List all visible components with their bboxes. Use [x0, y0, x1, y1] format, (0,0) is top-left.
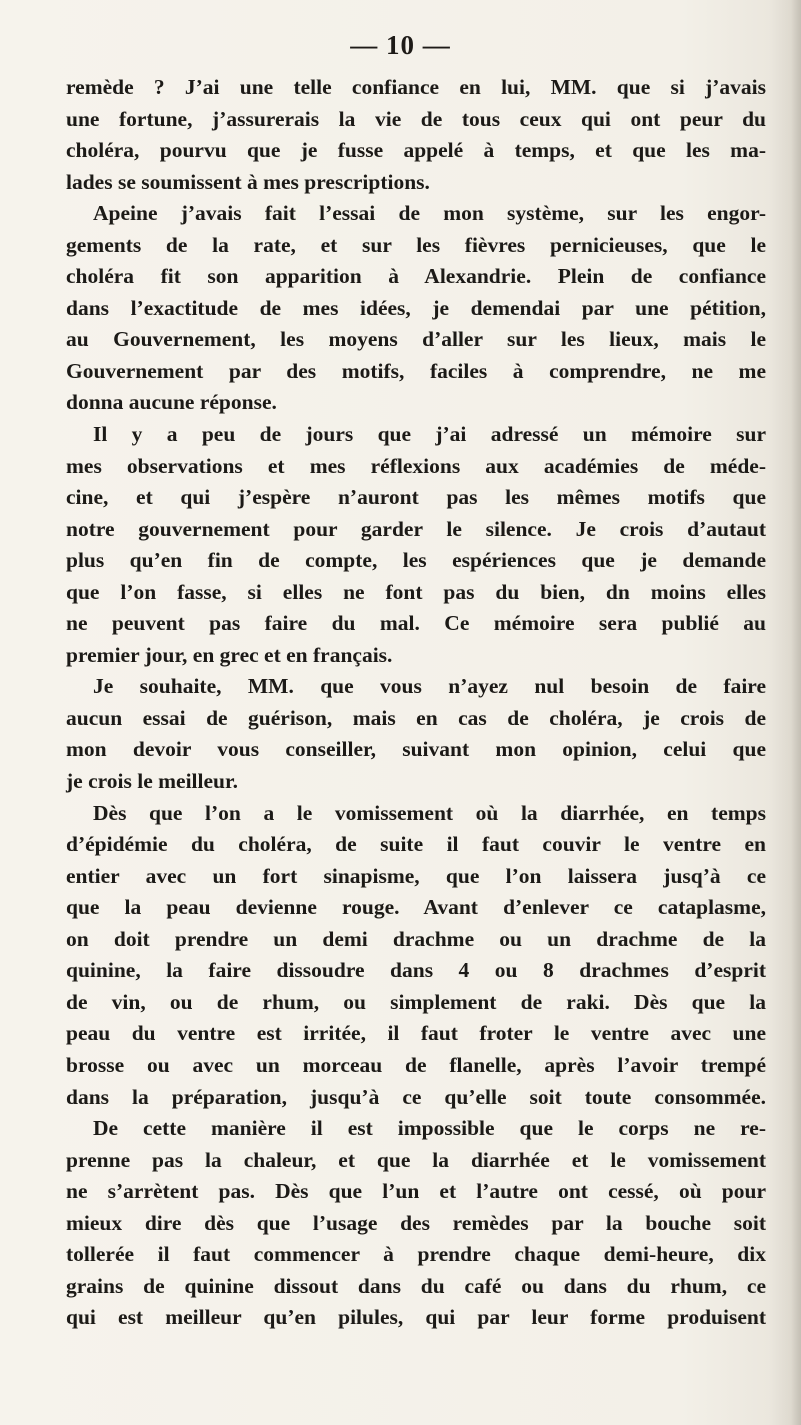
text-line: qui est meilleur qu’en pilules, qui par leur forme produisent — [66, 1305, 766, 1330]
text-line: plus qu’en fin de compte, les espériences que je demande — [66, 548, 766, 573]
text-line: mes observations et mes réflexions aux académies de méde- — [66, 453, 766, 478]
body-text — [66, 72, 766, 1334]
text-line: quinine, la faire dissoudre dans 4 ou 8 drachmes d’esprit — [66, 958, 766, 983]
text-line: Gouvernement par des motifs, faciles à comprendre, ne me — [66, 358, 766, 383]
page-number: — 10 — — [350, 30, 451, 60]
text-line: cine, et qui j’espère n’auront pas les mêmes motifs que — [66, 485, 766, 510]
text-line: notre gouvernement pour garder le silence. Je crois d’autaut — [66, 516, 766, 541]
text-line: De cette manière il est impossible que le corps ne re- — [93, 1116, 766, 1141]
text-line: mieux dire dès que l’usage des remèdes par la bouche soit — [66, 1210, 766, 1235]
text-line: grains de quinine dissout dans du café ou dans du rhum, ce — [66, 1273, 766, 1298]
text-line: prenne pas la chaleur, et que la diarrhée et le vomissement — [66, 1147, 766, 1172]
text-line: aucun essai de guérison, mais en cas de choléra, je crois de — [66, 705, 766, 730]
page-edge-shadow — [791, 0, 801, 1425]
text-line: que l’on fasse, si elles ne font pas du bien, dn moins elles — [66, 579, 766, 604]
text-line: ne s’arrètent pas. Dès que l’un et l’autre ont cessé, où pour — [66, 1179, 766, 1204]
text-line: lades se soumissent à mes prescriptions. — [66, 169, 430, 194]
text-line: entier avec un fort sinapisme, que l’on laissera jusq’à ce — [66, 863, 766, 888]
text-line: d’épidémie du choléra, de suite il faut couvir le ventre en — [66, 832, 766, 857]
text-line: Dès que l’on a le vomissement où la diarrhée, en temps — [93, 800, 766, 825]
text-line: mon devoir vous conseiller, suivant mon opinion, celui que — [66, 737, 766, 762]
text-line: tollerée il faut commencer à prendre chaque demi-heure, dix — [66, 1242, 766, 1267]
text-line: premier jour, en grec et en français. — [66, 642, 393, 667]
text-line: Apeine j’avais fait l’essai de mon système, sur les engor- — [93, 201, 766, 226]
text-line: choléra fit son apparition à Alexandrie. Plein de confiance — [66, 264, 766, 289]
text-line: brosse ou avec un morceau de flanelle, après l’avoir trempé — [66, 1052, 766, 1077]
text-line: dans la préparation, jusqu’à ce qu’elle soit toute consommée. — [66, 1084, 766, 1109]
text-line: Il y a peu de jours que j’ai adressé un mémoire sur — [93, 422, 766, 447]
text-line: dans l’exactitude de mes idées, je demendai par une pétition, — [66, 295, 766, 320]
text-line: gements de la rate, et sur les fièvres pernicieuses, que le — [66, 232, 766, 257]
text-line: ne peuvent pas faire du mal. Ce mémoire sera publié au — [66, 611, 766, 636]
text-line: choléra, pourvu que je fusse appelé à temps, et que les ma- — [66, 138, 766, 163]
text-line: peau du ventre est irritée, il faut froter le ventre avec une — [66, 1021, 766, 1046]
text-line: remède ? J’ai une telle confiance en lui, MM. que si j’avais — [66, 75, 766, 99]
text-line: Je souhaite, MM. que vous n’ayez nul besoin de faire — [93, 674, 766, 699]
text-line: de vin, ou de rhum, ou simplement de raki. Dès que la — [66, 989, 766, 1014]
text-line: donna aucune réponse. — [66, 390, 277, 415]
text-line: une fortune, j’assurerais la vie de tous ceux qui ont peur du — [66, 106, 766, 131]
text-line: au Gouvernement, les moyens d’aller sur les lieux, mais le — [66, 327, 766, 352]
text-line: je crois le meilleur. — [66, 769, 238, 794]
text-line: on doit prendre un demi drachme ou un drachme de la — [66, 926, 766, 951]
text-line: que la peau devienne rouge. Avant d’enlever ce cataplasme, — [66, 895, 766, 920]
